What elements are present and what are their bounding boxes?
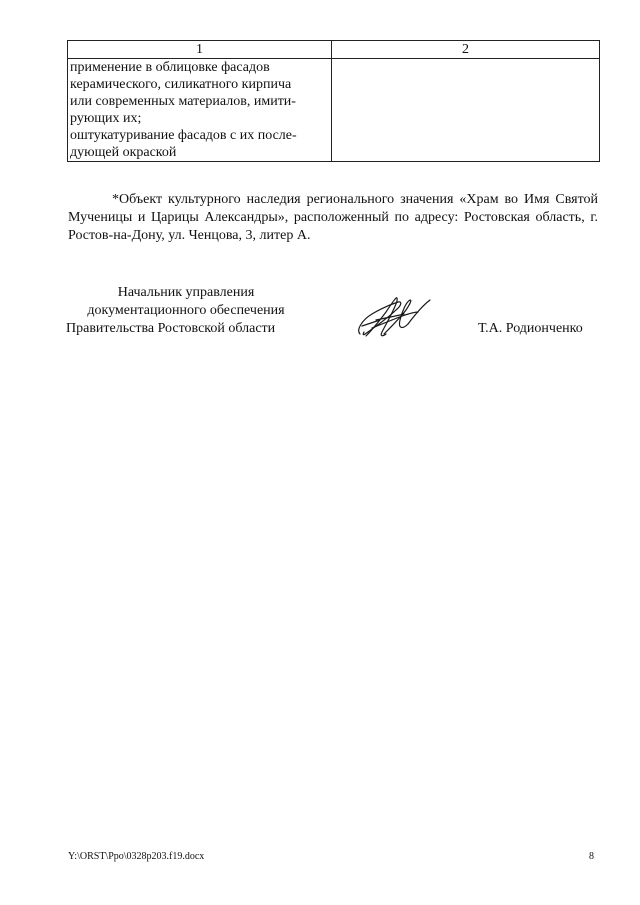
footer-file-path: Y:\ORST\Ppo\0328p203.f19.docx bbox=[68, 851, 205, 862]
footnote-paragraph: *Объект культурного наследия регионального значения «Храм во Имя Святой Мученицы и Царицы Александры», расположенный по адресу: Ростовская область, г. Ростов-на-Дону, ул. Ченцова, 3, литер А. bbox=[68, 192, 598, 243]
page-number: 8 bbox=[589, 851, 594, 862]
table-cell-requirements bbox=[68, 59, 332, 162]
cell-line: керамического, силикатного кирпича bbox=[70, 77, 292, 92]
table-header-col-2: 2 bbox=[332, 41, 600, 59]
signatory-name: Т.А. Родионченко bbox=[478, 321, 583, 336]
table-row bbox=[68, 59, 600, 162]
cell-line: дующей окраской bbox=[70, 145, 177, 160]
cell-line: оштукатуривание фасадов с их после- bbox=[70, 128, 297, 143]
table-header-col-1: 1 bbox=[68, 41, 332, 59]
cell-line: рующих их; bbox=[70, 111, 142, 126]
table-cell-empty bbox=[332, 59, 600, 162]
position-line: документационного обеспечения bbox=[87, 303, 285, 318]
signatory-position bbox=[66, 284, 306, 338]
position-line: Правительства Ростовской области bbox=[66, 321, 276, 336]
position-line: Начальник управления bbox=[117, 285, 255, 300]
requirements-table bbox=[67, 40, 600, 162]
table-header-row bbox=[68, 41, 600, 59]
cell-line: применение в облицовке фасадов bbox=[70, 60, 270, 75]
cell-line: или современных материалов, имити- bbox=[70, 94, 296, 109]
handwritten-signature bbox=[352, 290, 436, 342]
